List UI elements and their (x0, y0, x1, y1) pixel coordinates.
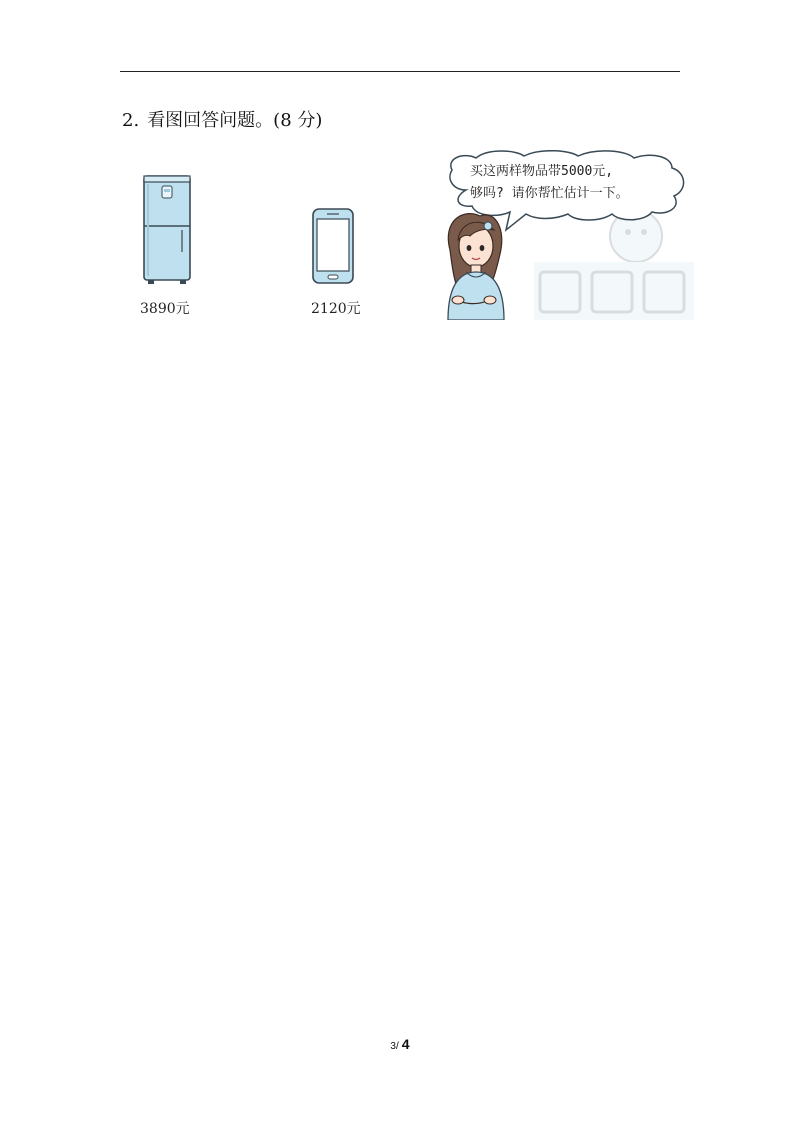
smartphone-icon (311, 207, 355, 285)
total-pages: 4 (401, 1036, 410, 1052)
refrigerator-icon (140, 172, 194, 286)
question-text: 看图回答问题。(8 分) (147, 110, 323, 131)
page-separator: / (395, 1041, 399, 1052)
speech-line-2: 够吗? 请你帮忙估计一下。 (470, 186, 629, 201)
refrigerator-price: 3890元 (140, 301, 190, 317)
question-heading (122, 106, 322, 132)
top-divider (120, 71, 680, 72)
speech-line-1: 买这两样物品带5000元, (470, 164, 614, 179)
watermark-logo (534, 210, 694, 320)
question-number: 2. (122, 110, 140, 131)
page-number (0, 1036, 800, 1054)
speech-bubble-text (470, 161, 690, 205)
current-page: 3 (390, 1041, 396, 1052)
smartphone-price: 2120元 (311, 301, 361, 317)
